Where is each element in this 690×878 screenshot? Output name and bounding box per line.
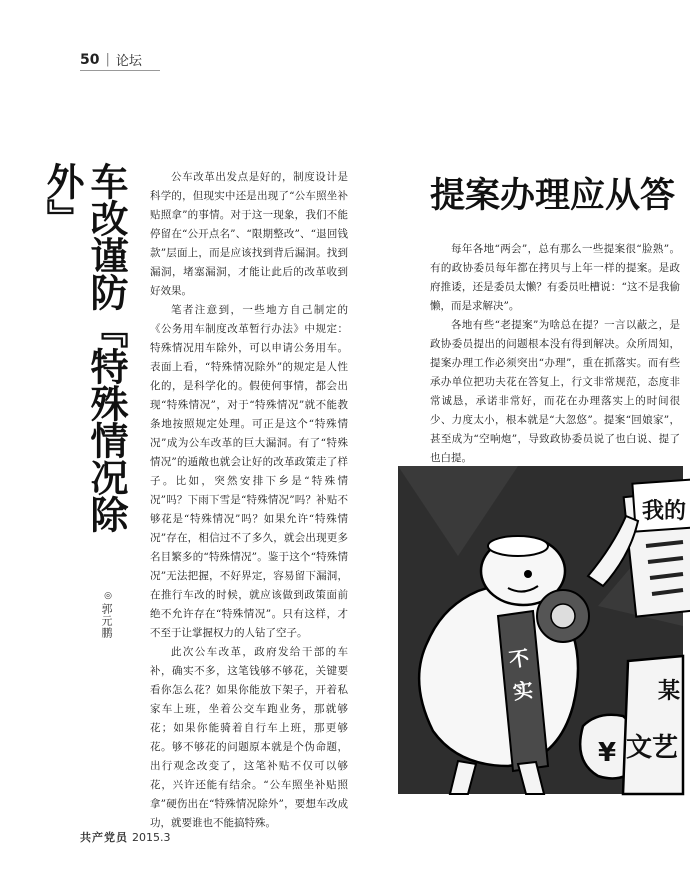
sash-text-1: 不 bbox=[507, 645, 531, 673]
box-text-2: 文艺 bbox=[626, 733, 679, 763]
page-number: 50 bbox=[80, 51, 100, 68]
article1-title: 车改谨防『特殊情况除外』 bbox=[40, 162, 128, 532]
box-text-1: 某 bbox=[658, 679, 681, 704]
flower-icon bbox=[537, 590, 589, 642]
header-separator: | bbox=[105, 52, 110, 67]
article1-author: 郭元鹏 bbox=[100, 603, 113, 639]
page-header bbox=[80, 50, 142, 69]
article1-paragraph: 公车改革出发点是好的，制度设计是科学的，但现实中还是出现了“公车照坐补贴照拿”的事情。对于这一现象，我们不能停留在“公开点名”、“限期整改”、“退回钱款”层面上，而是应该找到背后漏洞。找到漏洞，堵塞漏洞，才能让此后的改革收到好效果。 bbox=[150, 171, 348, 297]
page-footer bbox=[80, 829, 171, 845]
cartoon-svg bbox=[398, 466, 687, 794]
article1-body bbox=[150, 168, 348, 833]
header-rule bbox=[80, 70, 160, 71]
article2-body bbox=[430, 240, 680, 468]
sign-text: 我的 bbox=[642, 499, 687, 524]
article2-title: 提案办理应从答 bbox=[430, 176, 676, 216]
magazine-name: 共产党员 bbox=[80, 831, 128, 844]
bag-symbol: ¥ bbox=[598, 738, 617, 768]
section-name: 论坛 bbox=[115, 54, 142, 69]
article1-paragraph: 此次公车改革，政府发给干部的车补，确实不多，这笔钱够不够花，关键要看你怎么花？如果你能放下架子，开着私家车上班，坐着公交车跑业务，那就够花；如果你能骑着自行车上班，那更够花。够不够花的问题原本就是个伪命题，出行观念改变了，这笔补贴不仅可以够花，兴许还能有结余。“公车照坐补贴照拿”硬伤出在“特殊情况除外”，要想车改成功，就要谁也不能搞特殊。 bbox=[150, 646, 348, 829]
cartoon-illustration bbox=[398, 466, 687, 794]
issue-number: 2015.3 bbox=[132, 830, 171, 844]
article2-paragraph: 各地有些“老提案”为啥总在提？一言以蔽之，是政协委员提出的问题根本没有得到解决。众所周知，提案办理工作必须突出“办理”，重在抓落实。而有些承办单位把功夫花在答复上，行文非常规范，态度非常诚恳，承诺非常好，而花在办理落实上的时间很少、力度太小，根本就是“大忽悠”。提案“回娘家”，甚至成为“空响炮”，导致政协委员说了也白说、提了也白提。 bbox=[430, 319, 680, 464]
author-mark: ◎ bbox=[104, 591, 112, 601]
box-icon bbox=[623, 656, 683, 794]
article2-paragraph: 每年各地“两会”，总有那么一些提案很“脸熟”。有的政协委员每年都在拷贝与上年一样的提案。是政府推诿，还是委员太懒？有委员吐槽说：“这不是我偷懒，而是求解决”。 bbox=[430, 243, 680, 312]
sash-text-2: 实 bbox=[511, 677, 535, 705]
article1-paragraph: 笔者注意到，一些地方自己制定的《公务用车制度改革暂行办法》中规定：特殊情况用车除外，可以申请公务用车。表面上看，“特殊情况除外”的规定是人性化的，是科学化的。假使何事情，都会出现“特殊情况”，对于“特殊情况”就不能教条地按照规定处理。可正是这个“特殊情况”成为公车改革的巨大漏洞。有了“特殊情况”的遁敞也就会让好的改革政策走了样子。比如，突然安排下乡是“特殊情况”吗？下雨下雪是“特殊情况”吗？补贴不够花是“特殊情况”吗？如果允许“特殊情况”存在，相信过不了多久，就会出现更多名目繁多的“特殊情况”。鉴于这个“特殊情况”无法把握，不好界定，容易留下漏洞，在推行车改的时候，就应该做到政策面前绝不允许存在“特殊情况”。只有这样，才不至于让掌握权力的人钻了空子。 bbox=[150, 304, 348, 639]
